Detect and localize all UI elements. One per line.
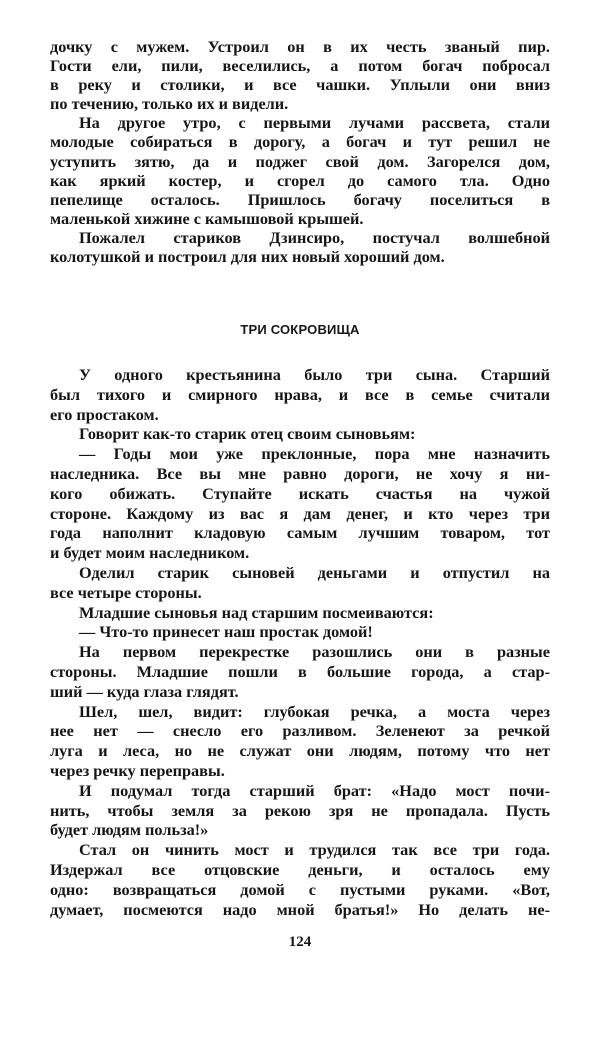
paragraph [50, 642, 550, 701]
text-line: — Что-то принесет наш простак домой! [79, 622, 373, 642]
text-line: и будет моим наследником. [50, 543, 250, 563]
text-line: Говорит как-то старик отец своим сыновьям: [79, 424, 416, 444]
text-line: через речку переправы. [50, 760, 225, 780]
text-line: все четыре стороны. [50, 582, 202, 602]
text-line: Гости ели, пили, веселились, а потом богач побросал [50, 56, 550, 76]
text-line: думает, посмеются надо мной братья!» Но делать не- [50, 899, 550, 919]
text-line: как яркий костер, и сгорел до самого тла. Одно [50, 170, 550, 190]
text-line: кого обижать. Ступайте искать счастья на чужой [50, 483, 550, 503]
text-line: по течению, только их и видели. [50, 94, 289, 114]
text-line: И подумал тогда старший брат: «Надо мост почи- [79, 780, 550, 800]
text-line: Оделил старик сыновей деньгами и отпустил на [79, 562, 550, 582]
text-line: пепелище осталось. Пришлось богачу поселиться в [50, 189, 550, 209]
paragraph [50, 603, 550, 623]
paragraph [50, 113, 550, 228]
text-line: стороны. Младшие пошли в большие города, а стар- [50, 661, 550, 681]
text-line: одно: возвращаться домой с пустыми руками. «Вот, [50, 879, 550, 899]
text-line: стороне. Каждому из вас я дам денег, и кто через три [50, 503, 550, 523]
text-line: ший — куда глаза глядят. [50, 681, 239, 701]
text-line: Шел, шел, видит: глубокая речка, а моста через [79, 701, 550, 721]
text-line: нее нет — снесло его разливом. Зеленеют за речкой [50, 721, 550, 741]
text-line: Издержал все отцовские деньги, и осталось ему [50, 859, 550, 879]
paragraph [50, 424, 550, 444]
text-line: луга и леса, но не служат они людям, потому что нет [50, 741, 550, 761]
text-line: маленькой хижине с камышовой крышей. [50, 208, 364, 228]
text-block-previous-story [50, 37, 550, 266]
paragraph [50, 781, 550, 840]
paragraph [50, 365, 550, 424]
text-line: У одного крестьянина было три сына. Старший [79, 365, 550, 384]
text-line: в реку и столики, и все чашки. Уплыли они вниз [50, 75, 550, 95]
text-line: — Годы мои уже преклонные, пора мне назначить [79, 444, 550, 464]
paragraph [50, 622, 550, 642]
text-line: молодые собираться в дорогу, а богач и тут решил не [50, 132, 550, 152]
text-line: На первом перекрестке разошлись они в разные [79, 642, 550, 662]
text-line: года наполнит кладовую самым лучшим товаром, тот [50, 523, 550, 543]
text-line: нить, чтобы земля за рекою зря не пропадала. Пусть [50, 800, 550, 820]
text-line: Младшие сыновья над старшим посмеиваются: [79, 602, 434, 622]
paragraph [50, 228, 550, 266]
text-line: На другое утро, с первыми лучами рассвета, стали [79, 113, 550, 133]
text-line: уступить зятю, да и поджег свой дом. Загорелся дом, [50, 151, 550, 171]
text-line: будет людям польза!» [50, 820, 209, 840]
story-title: ТРИ СОКРОВИЩА [240, 322, 360, 337]
text-line: дочку с мужем. Устроил он в их честь званый пир. [50, 37, 550, 56]
text-line: колотушкой и построил для них новый хороший дом. [50, 247, 445, 267]
text-line: Стал он чинить мост и трудился так все три года. [79, 840, 550, 860]
text-line: был тихого и смирного нрава, и все в семье считали [50, 384, 550, 404]
paragraph [50, 702, 550, 781]
text-line: наследника. Все вы мне равно дороги, не хочу я ни- [50, 463, 550, 483]
paragraph [50, 840, 550, 919]
page-number: 124 [288, 934, 312, 950]
text-block-three-treasures [50, 365, 550, 919]
paragraph [50, 444, 550, 563]
text-line: Пожалел стариков Дзинсиро, постучал волшебной [79, 227, 550, 247]
text-line: его простаком. [50, 404, 159, 424]
paragraph [50, 37, 550, 113]
paragraph [50, 563, 550, 603]
